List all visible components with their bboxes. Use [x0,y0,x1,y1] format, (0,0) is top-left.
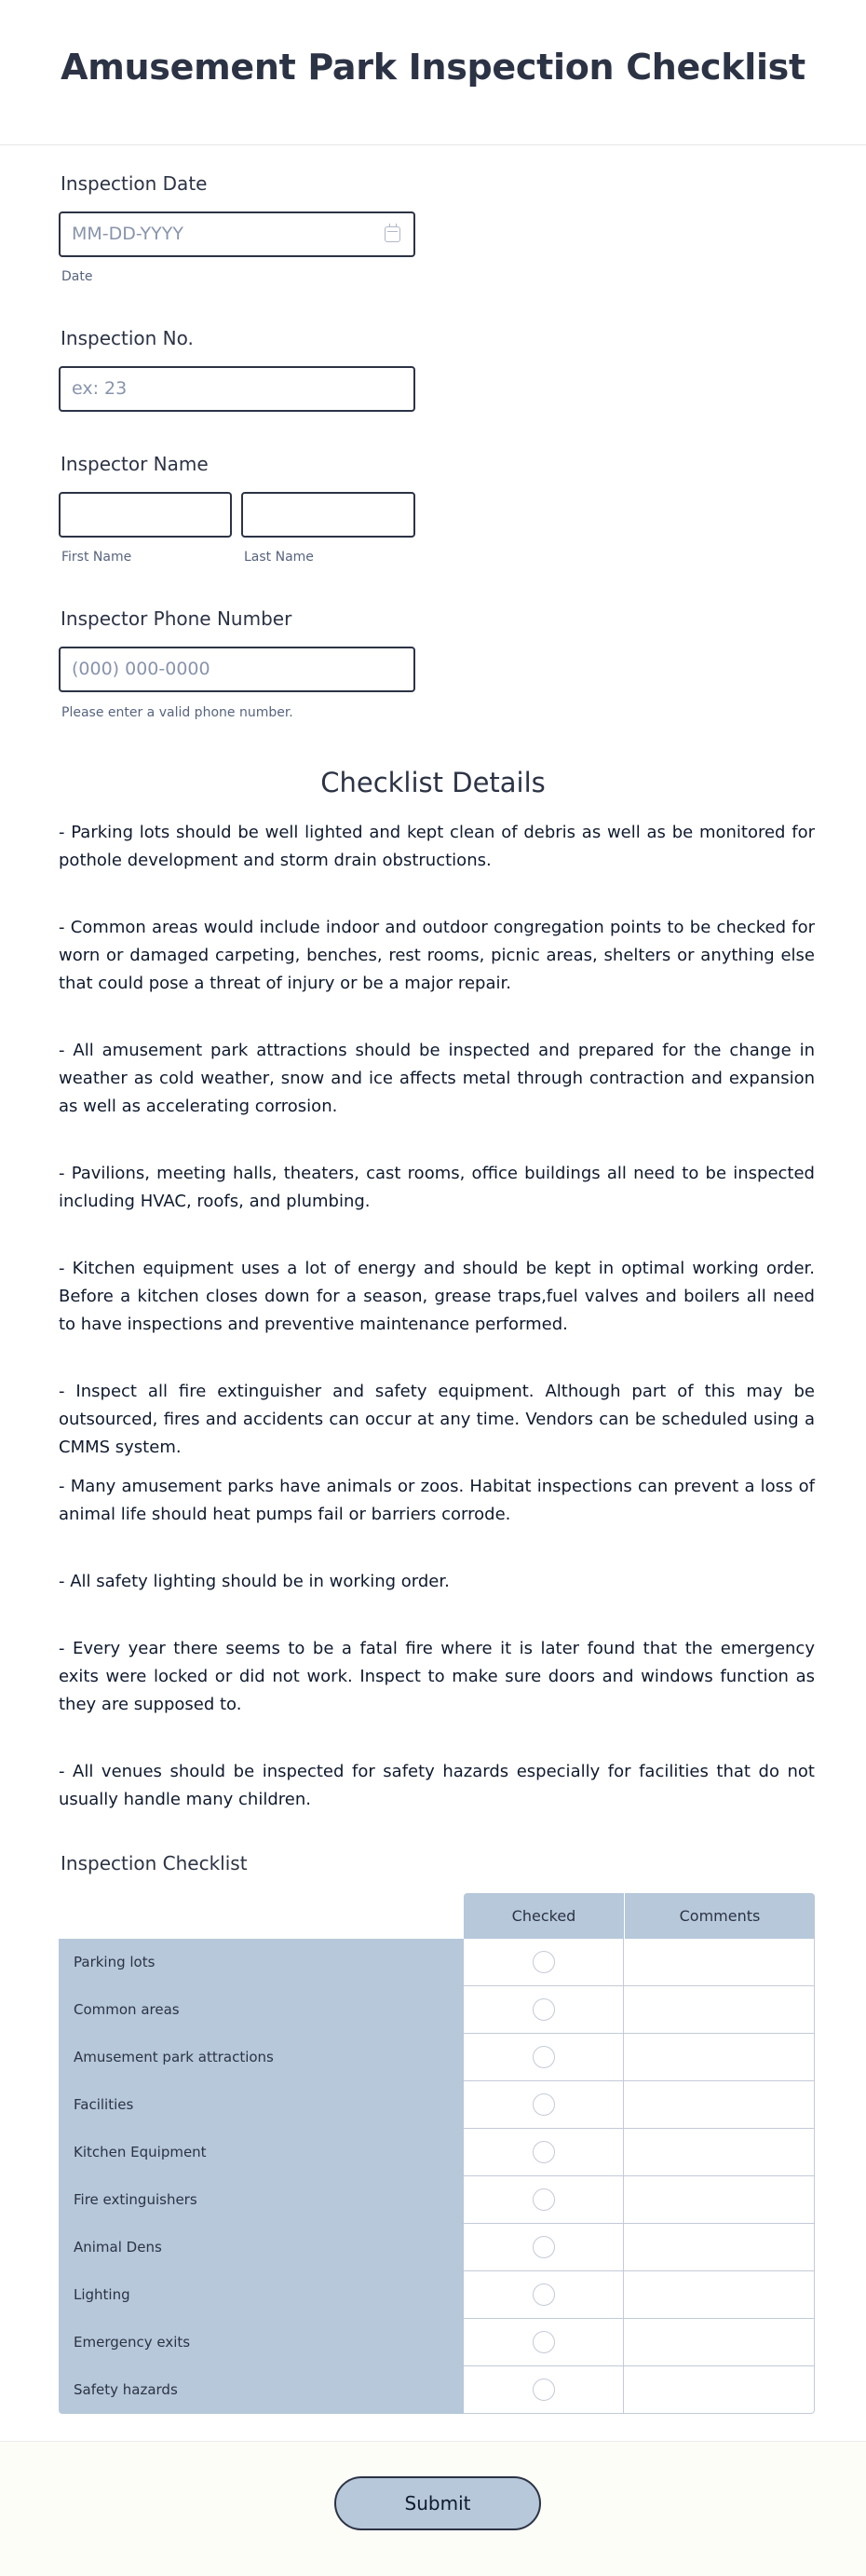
table-header [59,1893,815,1939]
checked-radio[interactable] [533,1951,555,1973]
comment-input[interactable] [624,2319,815,2366]
inspection-no-placeholder: ex: 23 [72,378,128,399]
inspector-phone-placeholder: (000) 000-0000 [72,659,210,679]
checked-cell [464,2271,624,2319]
inspection-date-sublabel: Date [61,269,93,284]
detail-paragraph-attractions: - All amusement park attractions should be inspected and prepared for the change in weather as cold weather, snow and ice affects metal through contraction and expansion as well as accelerating corrosion. [59,1041,815,1116]
detail-paragraph-exits: - Every year there seems to be a fatal fire where it is later found that the emergency exits were locked or did not work. Inspect to make sure doors and windows function as they are supposed to. [59,1639,815,1714]
row-label: Fire extinguishers [59,2176,464,2224]
inspector-name-label: Inspector Name [61,453,209,475]
submit-button[interactable]: Submit [334,2476,541,2530]
inspector-phone-label: Inspector Phone Number [61,607,292,630]
comment-input[interactable] [624,2176,815,2224]
checked-cell [464,2129,624,2176]
first-name-input[interactable] [59,492,232,538]
last-name-input[interactable] [241,492,415,538]
checked-radio[interactable] [533,2331,555,2353]
comment-input[interactable] [624,2366,815,2414]
inspection-date-label: Inspection Date [61,172,208,195]
row-label: Facilities [59,2081,464,2129]
calendar-icon[interactable] [385,226,400,242]
checked-radio[interactable] [533,2093,555,2116]
inspection-no-input[interactable] [59,366,415,412]
row-label: Amusement park attractions [59,2034,464,2081]
row-label: Emergency exits [59,2319,464,2366]
table-row [59,2081,815,2129]
inspection-date-input[interactable] [59,211,415,257]
comment-input[interactable] [624,1939,815,1986]
checked-radio[interactable] [533,1998,555,2021]
comment-input[interactable] [624,2224,815,2271]
checked-cell [464,2366,624,2414]
comment-input[interactable] [624,1986,815,2034]
checked-cell [464,1939,624,1986]
comment-input[interactable] [624,2034,815,2081]
inspection-date-placeholder: MM-DD-YYYY [72,224,183,244]
form-footer [0,2441,866,2576]
form-header [0,0,866,145]
detail-paragraph-lighting: - All safety lighting should be in working order. [59,1572,450,1591]
inspector-phone-sublabel: Please enter a valid phone number. [61,705,293,720]
checked-cell [464,1986,624,2034]
checked-radio[interactable] [533,2378,555,2401]
column-header-checked: Checked [464,1893,624,1939]
detail-paragraph-common-areas: - Common areas would include indoor and outdoor congregation points to be checked for worn or damaged carpeting, benches, rest rooms, picnic areas, shelters or anything else that could pose a threat of injury or be a major repair. [59,918,815,993]
checked-radio[interactable] [533,2141,555,2163]
table-row [59,2366,815,2414]
column-header-comments: Comments [624,1893,815,1939]
table-row [59,2176,815,2224]
checked-cell [464,2176,624,2224]
checklist-details-title: Checklist Details [320,767,546,798]
checked-cell [464,2081,624,2129]
checked-cell [464,2034,624,2081]
inspection-no-label: Inspection No. [61,327,194,349]
row-label: Kitchen Equipment [59,2129,464,2176]
checked-radio[interactable] [533,2236,555,2258]
comment-input[interactable] [624,2129,815,2176]
detail-paragraph-animals: - Many amusement parks have animals or zoos. Habitat inspections can prevent a loss of animal life should heat pumps fail or barriers corrode. [59,1477,815,1524]
table-row [59,2319,815,2366]
table-row [59,1986,815,2034]
first-name-sublabel: First Name [61,550,132,565]
row-label: Parking lots [59,1939,464,1986]
row-label: Common areas [59,1986,464,2034]
detail-paragraph-parking: - Parking lots should be well lighted and kept clean of debris as well as be monitored for pothole development and storm drain obstructions. [59,823,815,870]
comment-input[interactable] [624,2081,815,2129]
inspector-phone-input[interactable] [59,647,415,692]
row-label: Safety hazards [59,2366,464,2414]
detail-paragraph-kitchen: - Kitchen equipment uses a lot of energy and should be kept in optimal working order. Before a kitchen closes down for a season, grease traps,fuel valves and boilers all need to have inspections and preventive maintenance performed. [59,1259,815,1334]
table-row [59,1939,815,1986]
checked-cell [464,2224,624,2271]
checked-radio[interactable] [533,2188,555,2211]
row-label: Animal Dens [59,2224,464,2271]
page-title: Amusement Park Inspection Checklist [61,47,805,88]
comment-input[interactable] [624,2271,815,2319]
table-row [59,2271,815,2319]
checked-cell [464,2319,624,2366]
detail-paragraph-fire: - Inspect all fire extinguisher and safety equipment. Although part of this may be outsourced, fires and accidents can occur at any time. Vendors can be scheduled using a CMMS system. [59,1382,815,1457]
inspection-checklist-label: Inspection Checklist [61,1852,248,1874]
table-row [59,2129,815,2176]
detail-paragraph-hazards: - All venues should be inspected for safety hazards especially for facilities that do not usually handle many children. [59,1762,815,1809]
checked-radio[interactable] [533,2046,555,2068]
table-row [59,2224,815,2271]
table-row [59,2034,815,2081]
row-label: Lighting [59,2271,464,2319]
checked-radio[interactable] [533,2283,555,2306]
last-name-sublabel: Last Name [244,550,314,565]
detail-paragraph-facilities: - Pavilions, meeting halls, theaters, cast rooms, office buildings all need to be inspected including HVAC, roofs, and plumbing. [59,1164,815,1211]
